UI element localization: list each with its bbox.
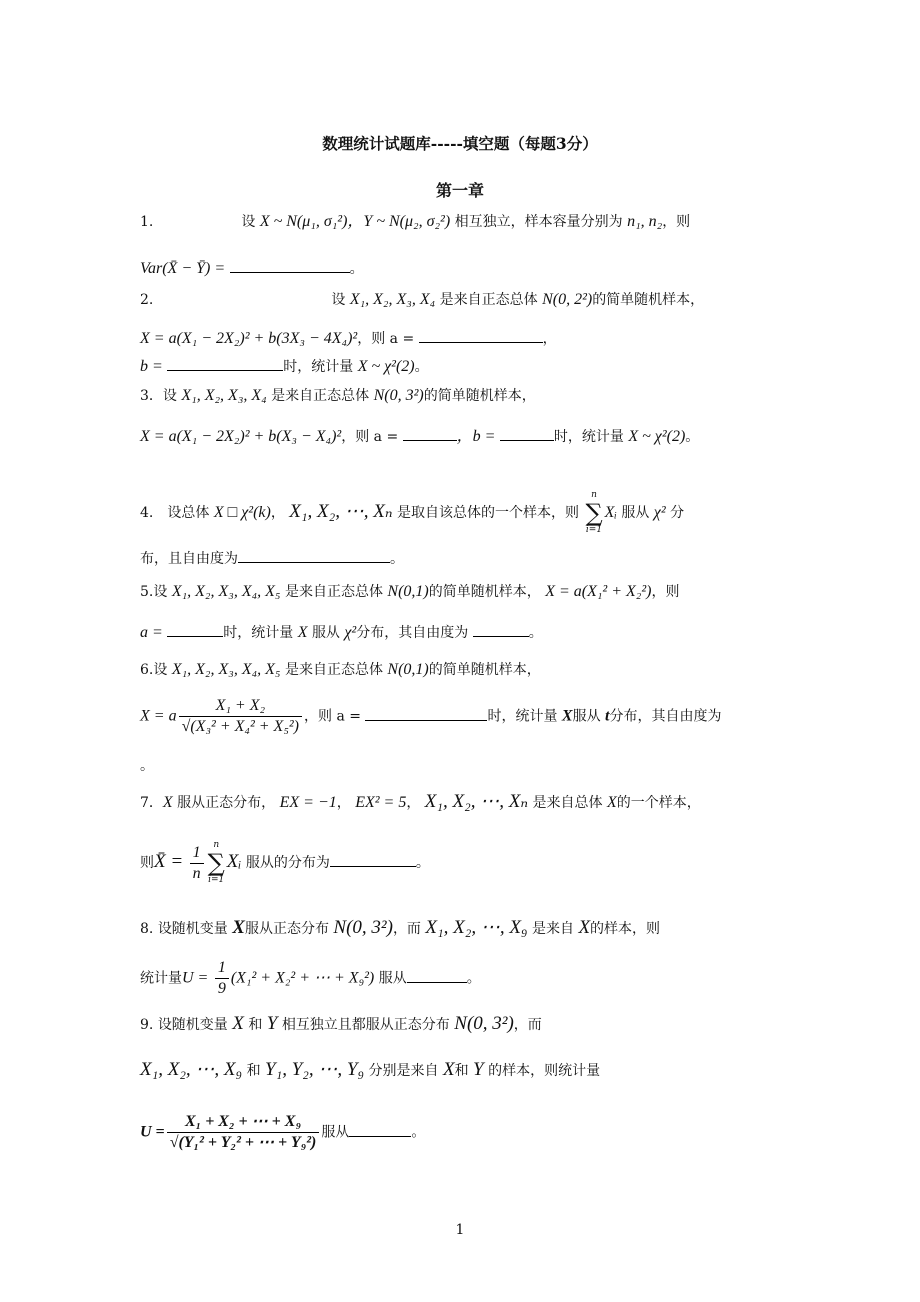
question-4-line-2: 布，且自由度为 。 [140, 548, 404, 569]
q7-answer-blank[interactable] [330, 852, 416, 867]
q5-answer-blank-a[interactable] [167, 622, 223, 637]
question-6-line-2: X = a $\frac{\text{X₁ + X₂}}{\text{√(X₃² + X₄² + X₅²)}}$ ，则 a = 时，统计量 X服从 t分布，其自由度为 [140, 697, 722, 735]
q1-variance-expr: Var(X̄ − Ȳ) = [140, 260, 226, 277]
question-7-line-2: 则X̄ = $\frac{1}{n}$ n ∑ i=1 Xᵢ 服从的分布为 。 [140, 840, 430, 885]
question-9-line-2: X₁, X₂, ⋯, X₉ 和 Y₁, Y₂, ⋯, Y₉ 分别是来自 X和 Y 的样本，则统计量 [140, 1059, 601, 1080]
q3-answer-blank-b[interactable] [500, 426, 554, 441]
q8-answer-blank[interactable] [407, 968, 467, 983]
q2-answer-blank-b[interactable] [167, 356, 283, 371]
q2-answer-blank-a[interactable] [419, 328, 543, 343]
question-3-line-1: 3．设 X₁, X₂, X₃, X₄ 是来自正态总体 N(0, 3²)的简单随机样本， [140, 387, 536, 404]
question-3-line-2: X = a(X₁ − 2X₂)² + b(X₃ − X₄)²，则 a = ，b = 时，统计量 X ~ χ²(2)。 [140, 428, 700, 445]
q5-answer-blank-b[interactable] [473, 622, 529, 637]
q4-answer-blank[interactable] [238, 548, 390, 563]
q9-fraction: $\frac{\text{X₁ + X₂ + ⋯ + X₉}}{\text{√(Y₁² + Y₂² + ⋯ + Y₉²)}}$ [167, 1112, 320, 1153]
question-5-line-2: a = 时，统计量 X 服从 χ²分布，其自由度为 。 [140, 624, 543, 641]
question-1-line-1: 1. 设 X ~ N(μ₁, σ₁²)，Y ~ N(μ₂, σ₂²) 相互独立，样本容量分别为 n₁, n₂，则 [140, 213, 691, 230]
chapter-heading: 第一章 [435, 181, 484, 200]
question-5-line-1: 5.设 X₁, X₂, X₃, X₄, X₅ 是来自正态总体 N(0,1)的简单随机样本， X = a(X₁² + X₂²)，则 [140, 583, 680, 600]
question-6-line-1: 6.设 X₁, X₂, X₃, X₄, X₅ 是来自正态总体 N(0,1)的简单随机样本， [140, 661, 541, 678]
page-number: 1 [455, 1222, 465, 1238]
q2-expression: X = a(X₁ − 2X₂)² + b(3X₃ − 4X₄)² [140, 330, 358, 347]
q1-answer-blank[interactable] [230, 258, 350, 273]
question-6-line-3: 。 [140, 758, 154, 774]
q3-answer-blank-a[interactable] [403, 426, 457, 441]
page-title: 数理统计试题库-----填空题（每题3分） [322, 134, 598, 153]
question-2-line-1: 2. 设 X₁, X₂, X₃, X₄ 是来自正态总体 N(0, 2²)的简单随机样本， [140, 291, 705, 308]
question-9-line-1: 9. 设随机变量 X 和 Y 相互独立且都服从正态分布 N(0, 3²)，而 [140, 1013, 542, 1034]
q6-answer-blank-a[interactable] [365, 706, 487, 721]
question-9-line-3: U = $\frac{\text{X₁ + X₂ + ⋯ + X₉}}{\text{√(Y₁² + Y₂² + ⋯ + Y₉²)}}$ 服从 。 [140, 1113, 426, 1151]
q3-expression: X = a(X₁ − 2X₂)² + b(X₃ − X₄)² [140, 428, 342, 445]
question-8-line-2: 统计量U = $\frac{1}{9}$ (X₁² + X₂² + ⋯ + X₉²) 服从 。 [140, 959, 481, 997]
question-1-line-2: Var(X̄ − Ȳ) = 。 [140, 260, 364, 277]
question-2-line-3: b = 时，统计量 X ~ χ²(2)。 [140, 358, 429, 375]
q1-distributions: X ~ N(μ₁, σ₁²)，Y ~ N(μ₂, σ₂²) [259, 213, 451, 230]
question-8-line-1: 8. 设随机变量 X服从正态分布 N(0, 3²)，而 X₁, X₂, ⋯, X₉ 是来自 X的样本，则 [140, 917, 661, 938]
summation-symbol: n ∑ i=1 [585, 490, 603, 535]
question-2-line-2: X = a(X₁ − 2X₂)² + b(3X₃ − 4X₄)²，则 a = ， [140, 330, 557, 347]
q9-answer-blank[interactable] [349, 1122, 411, 1137]
question-4-line-1: 4. 设总体 X □ χ²(k)， X₁, X₂, ⋯, Xₙ 是取自该总体的一个样本，则 n ∑ i=1 Xᵢ 服从 χ² 分 [140, 490, 685, 535]
question-7-line-1: 7．X 服从正态分布， EX = −1， EX² = 5， X₁, X₂, ⋯, Xₙ 是来自总体 X的一个样本， [140, 791, 701, 812]
q6-fraction: $\frac{\text{X₁ + X₂}}{\text{√(X₃² + X₄² + X₅²)}}$ [179, 696, 302, 737]
